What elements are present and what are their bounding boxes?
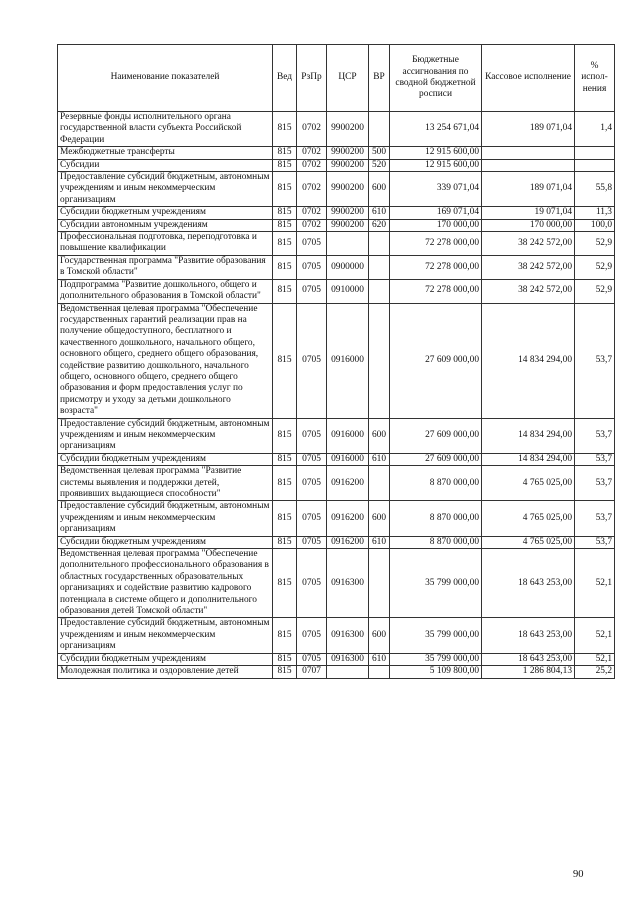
cell-csr: 0916000 xyxy=(327,303,369,418)
cell-rzpr: 0702 xyxy=(297,207,327,219)
cell-percent: 1,4 xyxy=(575,112,615,147)
cell-name: Субсидии бюджетным учреждениям xyxy=(58,536,273,548)
table-header-row xyxy=(58,45,615,112)
cell-rzpr: 0705 xyxy=(297,653,327,665)
page-number: 90 xyxy=(573,869,584,880)
cell-ved: 815 xyxy=(273,466,297,501)
cell-assignments: 27 609 000,00 xyxy=(390,303,482,418)
cell-name: Предоставление субсидий бюджетным, автономным учреждениям и иным некоммерческим организациям xyxy=(58,418,273,453)
cell-rzpr: 0705 xyxy=(297,418,327,453)
header-ved: Вед xyxy=(273,45,297,112)
cell-rzpr: 0702 xyxy=(297,219,327,231)
table-row xyxy=(58,666,615,678)
cell-rzpr: 0702 xyxy=(297,112,327,147)
cell-percent: 52,1 xyxy=(575,618,615,653)
cell-vr: 600 xyxy=(369,418,390,453)
cell-percent: 55,8 xyxy=(575,172,615,207)
table-row xyxy=(58,303,615,418)
cell-percent: 53,7 xyxy=(575,466,615,501)
table-row xyxy=(58,466,615,501)
cell-cash-execution: 189 071,04 xyxy=(482,172,575,207)
cell-cash-execution: 14 834 294,00 xyxy=(482,303,575,418)
table-row xyxy=(58,219,615,231)
budget-execution-table xyxy=(57,44,615,679)
cell-vr xyxy=(369,549,390,618)
header-assignments: Бюджетные ассигнования по сводной бюджетной росписи xyxy=(390,45,482,112)
cell-csr xyxy=(327,232,369,256)
cell-name: Государственная программа "Развитие образования в Томской области" xyxy=(58,255,273,279)
cell-percent xyxy=(575,159,615,171)
cell-name: Предоставление субсидий бюджетным, автономным учреждениям и иным некоммерческим организациям xyxy=(58,172,273,207)
cell-csr: 0900000 xyxy=(327,255,369,279)
cell-rzpr: 0705 xyxy=(297,618,327,653)
cell-vr: 610 xyxy=(369,536,390,548)
table-row xyxy=(58,618,615,653)
cell-csr: 0916300 xyxy=(327,618,369,653)
header-percent: % испол-нения xyxy=(575,45,615,112)
header-cash-execution: Кассовое исполнение xyxy=(482,45,575,112)
cell-assignments: 170 000,00 xyxy=(390,219,482,231)
cell-rzpr: 0705 xyxy=(297,549,327,618)
cell-assignments: 13 254 671,04 xyxy=(390,112,482,147)
cell-name: Субсидии xyxy=(58,159,273,171)
cell-vr: 500 xyxy=(369,147,390,159)
cell-rzpr: 0702 xyxy=(297,172,327,207)
cell-assignments: 8 870 000,00 xyxy=(390,536,482,548)
cell-cash-execution: 1 286 804,13 xyxy=(482,666,575,678)
cell-cash-execution: 18 643 253,00 xyxy=(482,653,575,665)
cell-ved: 815 xyxy=(273,279,297,303)
cell-name: Субсидии бюджетным учреждениям xyxy=(58,653,273,665)
cell-cash-execution: 4 765 025,00 xyxy=(482,501,575,536)
header-csr: ЦСР xyxy=(327,45,369,112)
cell-vr: 600 xyxy=(369,501,390,536)
cell-ved: 815 xyxy=(273,453,297,465)
cell-percent: 52,9 xyxy=(575,279,615,303)
table-row xyxy=(58,453,615,465)
cell-cash-execution: 14 834 294,00 xyxy=(482,418,575,453)
cell-csr: 9900200 xyxy=(327,219,369,231)
cell-cash-execution: 170 000,00 xyxy=(482,219,575,231)
cell-assignments: 169 071,04 xyxy=(390,207,482,219)
cell-rzpr: 0707 xyxy=(297,666,327,678)
cell-cash-execution: 4 765 025,00 xyxy=(482,466,575,501)
cell-ved: 815 xyxy=(273,501,297,536)
cell-name: Субсидии бюджетным учреждениям xyxy=(58,207,273,219)
cell-name: Предоставление субсидий бюджетным, автономным учреждениям и иным некоммерческим организациям xyxy=(58,501,273,536)
header-vr: ВР xyxy=(369,45,390,112)
cell-cash-execution: 18 643 253,00 xyxy=(482,618,575,653)
cell-ved: 815 xyxy=(273,232,297,256)
cell-ved: 815 xyxy=(273,303,297,418)
cell-assignments: 35 799 000,00 xyxy=(390,653,482,665)
cell-cash-execution: 18 643 253,00 xyxy=(482,549,575,618)
table-row xyxy=(58,501,615,536)
cell-name: Подпрограмма "Развитие дошкольного, общего и дополнительного образования в Томской области" xyxy=(58,279,273,303)
cell-percent: 52,1 xyxy=(575,653,615,665)
table-row xyxy=(58,255,615,279)
cell-name: Субсидии бюджетным учреждениям xyxy=(58,453,273,465)
cell-assignments: 27 609 000,00 xyxy=(390,418,482,453)
cell-name: Ведомственная целевая программа "Обеспечение дополнительного профессионального образования в областных государственных образовательных организациях и содействие развитию кадрового потенциала в системе общего и дополнительного образования детей Томской области" xyxy=(58,549,273,618)
cell-rzpr: 0702 xyxy=(297,147,327,159)
cell-rzpr: 0705 xyxy=(297,255,327,279)
cell-assignments: 72 278 000,00 xyxy=(390,279,482,303)
cell-csr: 0916000 xyxy=(327,453,369,465)
cell-csr: 9900200 xyxy=(327,207,369,219)
cell-vr xyxy=(369,303,390,418)
cell-cash-execution xyxy=(482,159,575,171)
table-row xyxy=(58,159,615,171)
table-row xyxy=(58,147,615,159)
cell-csr: 9900200 xyxy=(327,159,369,171)
cell-ved: 815 xyxy=(273,536,297,548)
cell-assignments: 12 915 600,00 xyxy=(390,159,482,171)
cell-cash-execution: 38 242 572,00 xyxy=(482,232,575,256)
cell-vr: 610 xyxy=(369,453,390,465)
cell-percent: 52,9 xyxy=(575,255,615,279)
table-row xyxy=(58,279,615,303)
cell-csr: 0916200 xyxy=(327,501,369,536)
cell-vr: 600 xyxy=(369,618,390,653)
cell-ved: 815 xyxy=(273,666,297,678)
cell-csr: 0916300 xyxy=(327,549,369,618)
cell-assignments: 72 278 000,00 xyxy=(390,232,482,256)
cell-vr: 600 xyxy=(369,172,390,207)
cell-percent: 53,7 xyxy=(575,453,615,465)
cell-name: Межбюджетные трансферты xyxy=(58,147,273,159)
cell-ved: 815 xyxy=(273,418,297,453)
cell-ved: 815 xyxy=(273,207,297,219)
cell-assignments: 12 915 600,00 xyxy=(390,147,482,159)
cell-vr xyxy=(369,112,390,147)
cell-ved: 815 xyxy=(273,147,297,159)
cell-vr xyxy=(369,255,390,279)
cell-csr: 0916200 xyxy=(327,466,369,501)
cell-cash-execution: 38 242 572,00 xyxy=(482,279,575,303)
cell-assignments: 27 609 000,00 xyxy=(390,453,482,465)
cell-csr: 0916200 xyxy=(327,536,369,548)
cell-cash-execution: 4 765 025,00 xyxy=(482,536,575,548)
cell-assignments: 8 870 000,00 xyxy=(390,501,482,536)
cell-percent xyxy=(575,147,615,159)
cell-ved: 815 xyxy=(273,653,297,665)
cell-name: Предоставление субсидий бюджетным, автономным учреждениям и иным некоммерческим организациям xyxy=(58,618,273,653)
cell-name: Резервные фонды исполнительного органа государственной власти субъекта Российской Федерации xyxy=(58,112,273,147)
cell-assignments: 35 799 000,00 xyxy=(390,549,482,618)
cell-ved: 815 xyxy=(273,219,297,231)
cell-ved: 815 xyxy=(273,549,297,618)
cell-percent: 100,0 xyxy=(575,219,615,231)
cell-rzpr: 0705 xyxy=(297,232,327,256)
cell-cash-execution xyxy=(482,147,575,159)
cell-assignments: 72 278 000,00 xyxy=(390,255,482,279)
cell-vr xyxy=(369,466,390,501)
cell-csr: 0910000 xyxy=(327,279,369,303)
cell-name: Молодежная политика и оздоровление детей xyxy=(58,666,273,678)
cell-ved: 815 xyxy=(273,255,297,279)
cell-csr: 0916300 xyxy=(327,653,369,665)
cell-csr: 9900200 xyxy=(327,172,369,207)
cell-assignments: 5 109 800,00 xyxy=(390,666,482,678)
cell-name: Субсидии автономным учреждениям xyxy=(58,219,273,231)
header-rzpr: РзПр xyxy=(297,45,327,112)
cell-percent: 11,3 xyxy=(575,207,615,219)
cell-assignments: 339 071,04 xyxy=(390,172,482,207)
cell-vr: 520 xyxy=(369,159,390,171)
cell-assignments: 8 870 000,00 xyxy=(390,466,482,501)
cell-ved: 815 xyxy=(273,172,297,207)
cell-rzpr: 0705 xyxy=(297,279,327,303)
cell-percent: 52,9 xyxy=(575,232,615,256)
cell-rzpr: 0705 xyxy=(297,453,327,465)
cell-cash-execution: 38 242 572,00 xyxy=(482,255,575,279)
cell-ved: 815 xyxy=(273,112,297,147)
cell-ved: 815 xyxy=(273,159,297,171)
cell-name: Ведомственная целевая программа "Обеспечение государственных гарантий реализации прав на получение общедоступного, бесплатного и качественного дошкольного, начального общего, основного общего, среднего общего образования, содействие развитию дошкольного, начального общего, основного общего, среднего общего образования и форм предоставления услуг по присмотру и уходу за детьми дошкольного возраста" xyxy=(58,303,273,418)
cell-percent: 25,2 xyxy=(575,666,615,678)
cell-percent: 53,7 xyxy=(575,501,615,536)
cell-rzpr: 0705 xyxy=(297,466,327,501)
cell-vr xyxy=(369,279,390,303)
cell-vr: 610 xyxy=(369,207,390,219)
cell-cash-execution: 14 834 294,00 xyxy=(482,453,575,465)
cell-rzpr: 0705 xyxy=(297,536,327,548)
cell-vr: 620 xyxy=(369,219,390,231)
cell-percent: 53,7 xyxy=(575,303,615,418)
cell-cash-execution: 189 071,04 xyxy=(482,112,575,147)
table-row xyxy=(58,536,615,548)
cell-name: Профессиональная подготовка, переподготовка и повышение квалификации xyxy=(58,232,273,256)
header-name: Наименование показателей xyxy=(58,45,273,112)
table-body xyxy=(58,112,615,679)
cell-percent: 53,7 xyxy=(575,536,615,548)
cell-rzpr: 0702 xyxy=(297,159,327,171)
cell-percent: 52,1 xyxy=(575,549,615,618)
cell-vr xyxy=(369,666,390,678)
cell-name: Ведомственная целевая программа "Развитие системы выявления и поддержки детей, проявивших выдающиеся способности" xyxy=(58,466,273,501)
cell-csr xyxy=(327,666,369,678)
cell-csr: 9900200 xyxy=(327,147,369,159)
table-row xyxy=(58,232,615,256)
cell-ved: 815 xyxy=(273,618,297,653)
cell-csr: 0916000 xyxy=(327,418,369,453)
cell-rzpr: 0705 xyxy=(297,501,327,536)
table-row xyxy=(58,549,615,618)
cell-vr xyxy=(369,232,390,256)
table-row xyxy=(58,418,615,453)
cell-vr: 610 xyxy=(369,653,390,665)
cell-percent: 53,7 xyxy=(575,418,615,453)
cell-csr: 9900200 xyxy=(327,112,369,147)
table-row xyxy=(58,172,615,207)
cell-rzpr: 0705 xyxy=(297,303,327,418)
table-row xyxy=(58,112,615,147)
table-row xyxy=(58,207,615,219)
cell-cash-execution: 19 071,04 xyxy=(482,207,575,219)
table-row xyxy=(58,653,615,665)
cell-assignments: 35 799 000,00 xyxy=(390,618,482,653)
